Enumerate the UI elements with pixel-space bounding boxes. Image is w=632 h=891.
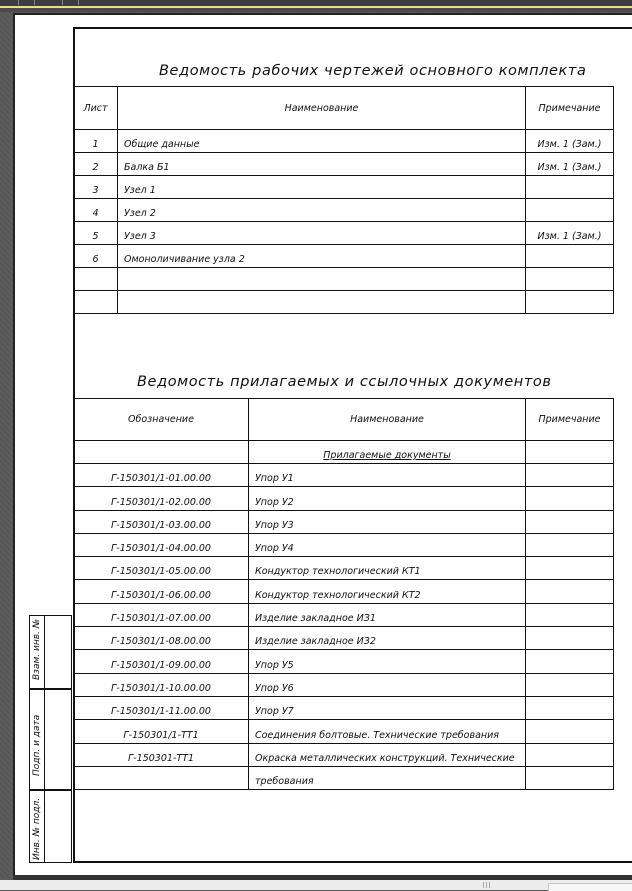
cell-code: Г-150301/1-11.00.00 — [74, 696, 249, 719]
cell-name: Соединения болтовые. Технические требования — [249, 720, 526, 743]
cell-note — [526, 441, 614, 464]
stamp-label-original-inv: Инв. № подл. — [32, 797, 42, 860]
cell-code: Г-150301/1-02.00.00 — [74, 487, 249, 510]
cell-name: Упор У1 — [249, 464, 526, 487]
stamp-label-replacement-inv: Взам. инв. № — [32, 618, 42, 680]
cell-note — [526, 487, 614, 510]
cell-sheet: 4 — [74, 199, 118, 222]
table-row — [74, 176, 614, 199]
header-sheet: Лист — [74, 87, 118, 130]
cell-note — [526, 720, 614, 743]
table-header-row — [74, 87, 614, 130]
cell-sheet: 2 — [74, 153, 118, 176]
stamp-value-original-inv — [44, 790, 72, 863]
table-row — [74, 766, 614, 789]
table-row — [74, 245, 614, 268]
cell-name: Узел 1 — [118, 176, 526, 199]
cell-name: Общие данные — [118, 130, 526, 153]
cell-name: Кондуктор технологический КТ1 — [249, 557, 526, 580]
cell-note — [526, 464, 614, 487]
documents-table — [73, 398, 614, 790]
stamp-value-replacement-inv — [44, 615, 72, 689]
section-row — [74, 441, 614, 464]
cell-note — [526, 199, 614, 222]
cell-code — [74, 766, 249, 789]
stamp-label-signature-date: Подп. и дата — [32, 714, 42, 776]
cell-name: Упор У2 — [249, 487, 526, 510]
table-row — [74, 268, 614, 291]
toolbar-tick — [34, 0, 35, 5]
table-row — [74, 580, 614, 603]
cell-note — [526, 268, 614, 291]
cell-sheet: 1 — [74, 130, 118, 153]
cell-name: Изделие закладное ИЗ1 — [249, 603, 526, 626]
table-row — [74, 199, 614, 222]
header-name: Наименование — [249, 399, 526, 441]
cell-sheet — [74, 291, 118, 314]
table-row — [74, 743, 614, 766]
cell-note — [526, 627, 614, 650]
cell-code: Г-150301-ТТ1 — [74, 743, 249, 766]
table-row — [74, 696, 614, 719]
cell-name: Упор У7 — [249, 696, 526, 719]
table-row — [74, 720, 614, 743]
cell-code: Г-150301/1-01.00.00 — [74, 464, 249, 487]
cell-code: Г-150301/1-04.00.00 — [74, 533, 249, 556]
table-row — [74, 130, 614, 153]
cell-note: Изм. 1 (Зам.) — [526, 130, 614, 153]
section-label-text: Прилагаемые документы — [323, 450, 451, 461]
cell-note: Изм. 1 (Зам.) — [526, 153, 614, 176]
cell-name: Омоноличивание узла 2 — [118, 245, 526, 268]
cell-note — [526, 673, 614, 696]
header-note: Примечание — [526, 87, 614, 130]
header-note: Примечание — [526, 399, 614, 441]
cell-name: Изделие закладное ИЗ2 — [249, 627, 526, 650]
cell-note — [526, 603, 614, 626]
cell-note — [526, 557, 614, 580]
table-row — [74, 222, 614, 245]
toolbar-tick — [62, 0, 63, 5]
cell-note: Изм. 1 (Зам.) — [526, 222, 614, 245]
cell-name — [118, 268, 526, 291]
cell-note — [526, 245, 614, 268]
table-row — [74, 533, 614, 556]
table-row — [74, 557, 614, 580]
drawings-table — [73, 86, 614, 314]
cell-name: Упор У5 — [249, 650, 526, 673]
cell-sheet: 6 — [74, 245, 118, 268]
table-row — [74, 510, 614, 533]
cell-note — [526, 510, 614, 533]
cell-name: Упор У3 — [249, 510, 526, 533]
cell-sheet: 5 — [74, 222, 118, 245]
cell-note — [526, 291, 614, 314]
cell-code: Г-150301/1-08.00.00 — [74, 627, 249, 650]
cell-name: Окраска металлических конструкций. Технические — [249, 743, 526, 766]
cell-note — [526, 766, 614, 789]
cell-code: Г-150301/1-ТТ1 — [74, 720, 249, 743]
toolbar-tick — [18, 0, 19, 5]
table-row — [74, 291, 614, 314]
table-row — [74, 650, 614, 673]
cell-name: Балка Б1 — [118, 153, 526, 176]
header-name: Наименование — [118, 87, 526, 130]
resize-grip-icon[interactable] — [483, 882, 491, 888]
cell-note — [526, 533, 614, 556]
cell-name: требования — [249, 766, 526, 789]
stamp-value-signature-date — [44, 689, 72, 790]
cell-note — [526, 696, 614, 719]
cell-name: Узел 2 — [118, 199, 526, 222]
cell-name: Упор У4 — [249, 533, 526, 556]
cell-code: Г-150301/1-07.00.00 — [74, 603, 249, 626]
cell-code: Г-150301/1-09.00.00 — [74, 650, 249, 673]
cell-sheet — [74, 268, 118, 291]
table-row — [74, 464, 614, 487]
cell-code: Г-150301/1-03.00.00 — [74, 510, 249, 533]
status-bar — [0, 880, 632, 890]
cell-name: Упор У6 — [249, 673, 526, 696]
table-row — [74, 603, 614, 626]
cell-code: Г-150301/1-06.00.00 — [74, 580, 249, 603]
cell-code: Г-150301/1-10.00.00 — [74, 673, 249, 696]
cell-note — [526, 176, 614, 199]
table-row — [74, 487, 614, 510]
table1-title: Ведомость рабочих чертежей основного комплекта — [159, 63, 587, 79]
section-label — [249, 441, 526, 464]
header-code: Обозначение — [74, 399, 249, 441]
cell-sheet: 3 — [74, 176, 118, 199]
cell-note — [526, 743, 614, 766]
table2-title: Ведомость прилагаемых и ссылочных документов — [137, 374, 552, 390]
cell-note — [526, 650, 614, 673]
cell-name — [118, 291, 526, 314]
toolbar-tick — [78, 0, 79, 5]
table-row — [74, 153, 614, 176]
cell-name: Узел 3 — [118, 222, 526, 245]
cell-note — [526, 580, 614, 603]
cell-code — [74, 441, 249, 464]
table-row — [74, 627, 614, 650]
table-row — [74, 673, 614, 696]
table-header-row — [74, 399, 614, 441]
cell-code: Г-150301/1-05.00.00 — [74, 557, 249, 580]
cell-name: Кондуктор технологический КТ2 — [249, 580, 526, 603]
